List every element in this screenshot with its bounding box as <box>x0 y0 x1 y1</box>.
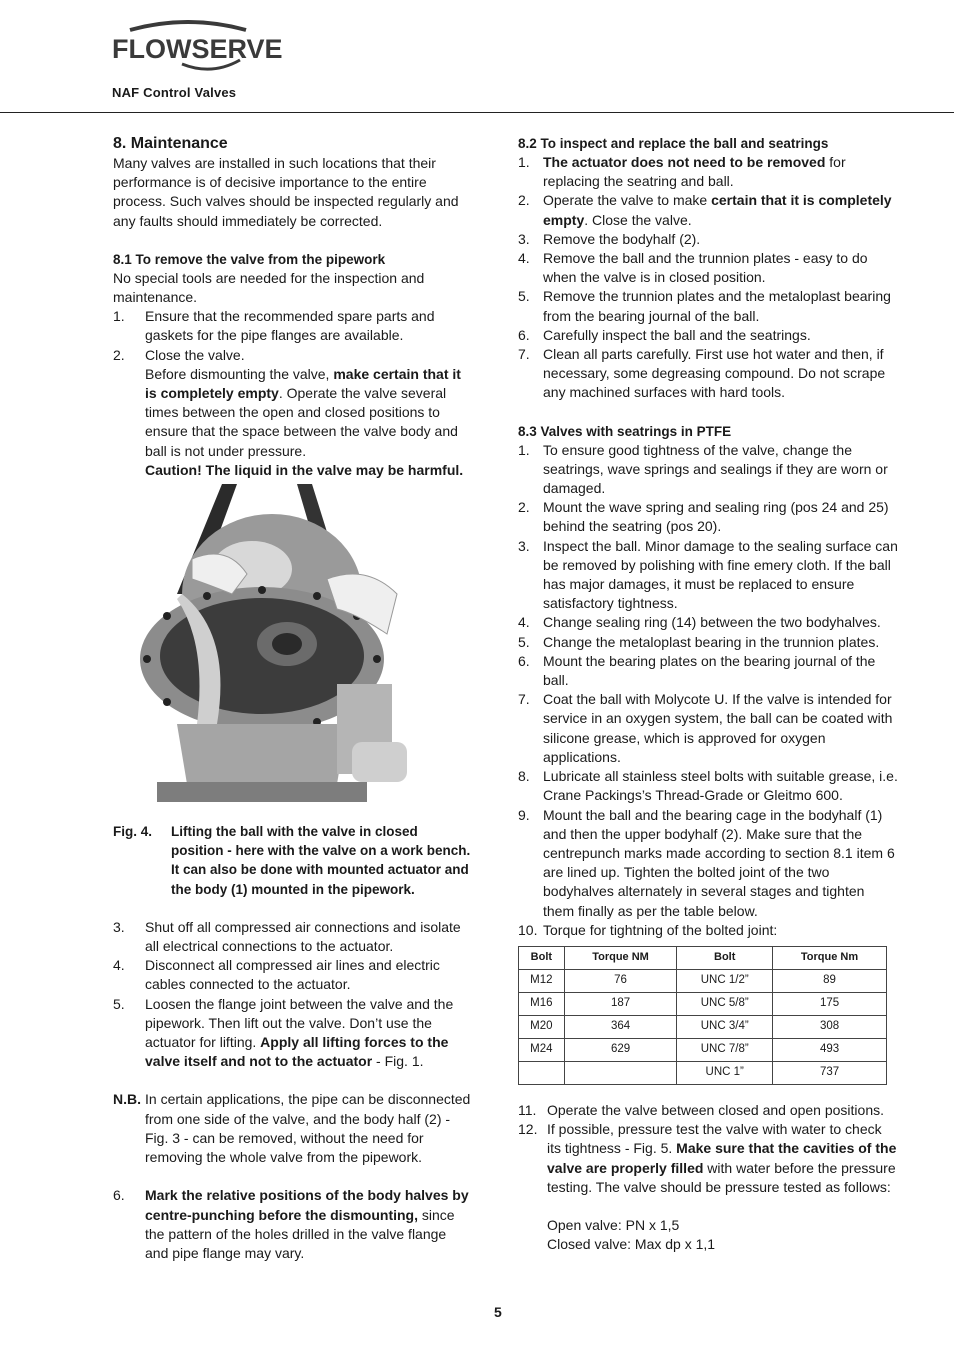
list-item: 7. Clean all parts carefully. First use hot water and then, if necessary, some degreasing compound. Do not scrape any machined surfaces with hard tools. <box>518 346 886 401</box>
table-cell: 629 <box>564 1038 677 1061</box>
column-header: Torque NM <box>564 946 677 969</box>
caution-text: Caution! The liquid in the valve may be harmful. <box>145 461 464 478</box>
table-row <box>519 1061 887 1084</box>
column-header: Bolt <box>677 946 773 969</box>
list-item: 11. Operate the valve between closed and open positions. <box>518 1101 885 1118</box>
table-cell: M16 <box>519 992 565 1015</box>
table-cell: 187 <box>564 992 677 1015</box>
list-item: 4. Change sealing ring (14) between the two bodyhalves. <box>518 614 881 631</box>
list-item: 5. Remove the trunnion plates and the metaloplast bearing from the bearing journal of the ball. <box>518 288 891 324</box>
section-8-1-intro: No special tools are needed for the inspection and maintenance. <box>113 269 425 306</box>
open-valve-test: Open valve: PN x 1,5 <box>547 1216 680 1233</box>
table-cell: 308 <box>773 1015 887 1038</box>
figure-caption: Fig. 4. Lifting the ball with the valve in closed position - here with the valve on a work bench. It can also be done with mounted actuator and the body (1) mounted in the pipework. <box>113 824 471 897</box>
list-item: 2. Operate the valve to make certain that it is completely empty. Close the valve. <box>518 192 892 228</box>
document-subtitle: NAF Control Valves <box>112 85 237 100</box>
table-cell <box>564 1061 677 1084</box>
list-item: 6. Mark the relative positions of the body halves by centre-punching before the dismounting, since the pattern of the holes drilled in the valve flange and pipe flange may vary. <box>113 1187 469 1261</box>
table-cell: 89 <box>773 969 887 992</box>
list-item: 6. Mount the bearing plates on the bearing journal of the ball. <box>518 652 876 689</box>
column-header: Bolt <box>519 946 565 969</box>
table-row <box>519 992 887 1015</box>
list-item: 3. Shut off all compressed air connections and isolate all electrical connections to the actuator. <box>113 918 461 955</box>
section-heading-maintenance: 8. Maintenance <box>113 135 228 152</box>
list-item: 2. Close the valve. Before dismounting the valve, make certain that it is completely empty. Operate the valve several times between the open and closed positions to ensure that the space between the valve body and ball is not under pressure. Caution! The liquid in the valve may be harmful. <box>113 346 464 478</box>
table-cell: UNC 3/4” <box>677 1015 773 1038</box>
table-row <box>519 1015 887 1038</box>
nb-note: N.B. In certain applications, the pipe can be disconnected from one side of the valve, and the body half (2) - Fig. 3 - can be removed, without the need for removing the whole valve from the pipework. <box>113 1091 471 1166</box>
section-8-3-list <box>518 441 898 940</box>
right-column <box>518 134 898 1254</box>
logo-text: FLOWSERVE <box>112 34 283 64</box>
list-item: 1. The actuator does not need to be removed for replacing the seatring and ball. <box>518 154 846 190</box>
list-item: 1. Ensure that the recommended spare parts and gaskets for the pipe flanges are available. <box>113 308 435 344</box>
list-item: 3. Inspect the ball. Minor damage to the sealing surface can be removed by polishing with fine emery cloth. If the ball has major damages, it must be replaced to ensure satisfactory tightness. <box>518 537 898 612</box>
maintenance-intro: Many valves are installed in such locations that their performance is of decisive importance to the entire process. Such valves should be inspected regularly and any faults should immediately be corrected. <box>113 155 459 229</box>
table-cell: 364 <box>564 1015 677 1038</box>
list-item: 10. Torque for tightning of the bolted joint: <box>518 921 778 938</box>
section-heading-8-2: 8.2 To inspect and replace the ball and seatrings <box>518 136 829 151</box>
list-item: 9. Mount the ball and the bearing cage in the bodyhalf (1) and then the upper bodyhalf (2). Make sure that the centrepunch marks made according to section 8.1 item 6 are lined up. Tighten the bolted joint of the two bodyhalves alternately in several stages and tighten them finally as per the table below. <box>518 806 895 919</box>
list-item: 2. Mount the wave spring and sealing ring (pos 24 and 25) behind the seatring (pos 20). <box>518 499 889 535</box>
section-heading-8-1: 8.1 To remove the valve from the pipework <box>113 251 386 267</box>
page-number: 5 <box>494 1304 502 1320</box>
section-heading-8-3: 8.3 Valves with seatrings in PTFE <box>518 423 732 439</box>
list-item: 6. Carefully inspect the ball and the seatrings. <box>518 326 811 343</box>
torque-table <box>518 946 887 1085</box>
list-item: 5. Change the metaloplast bearing in the trunnion plates. <box>518 633 880 650</box>
table-cell: UNC 1/2” <box>677 969 773 992</box>
table-cell: 737 <box>773 1061 887 1084</box>
section-8-2-list <box>518 153 898 403</box>
table-row <box>519 969 887 992</box>
valve-photo <box>137 484 407 802</box>
flowserve-logo <box>112 20 283 78</box>
list-item: 4. Disconnect all compressed air lines and electric cables connected to the actuator. <box>113 957 440 993</box>
list-item: 3. Remove the bodyhalf (2). <box>518 230 701 247</box>
header-divider <box>0 112 954 113</box>
list-item: 1. To ensure good tightness of the valve, change the seatrings, wave springs and sealings if they are worn or damaged. <box>518 441 888 497</box>
list-item: 12. If possible, pressure test the valve with water to check its tightness - Fig. 5. Make sure that the cavities of the valve are properly filled with water before the pressure testing. The valve should be pressure tested as follows: <box>518 1121 897 1195</box>
list-item: 7. Coat the ball with Molycote U. If the valve is intended for service in an oxygen system, the ball can be coated with silicone grease, which is approved for oxygen applications. <box>518 691 893 765</box>
table-cell: M24 <box>519 1038 565 1061</box>
list-item: 5. Loosen the flange joint between the valve and the pipework. Then lift out the valve. Don’t use the actuator for lifting. Apply all lifting forces to the valve itself and not to the actuator - Fig. 1. <box>113 995 454 1070</box>
table-cell: 76 <box>564 969 677 992</box>
table-cell: 493 <box>773 1038 887 1061</box>
closed-valve-test: Closed valve: Max dp x 1,1 <box>547 1236 716 1253</box>
table-cell: UNC 7/8” <box>677 1038 773 1061</box>
list-item: 4. Remove the ball and the trunnion plates - easy to do when the valve is in closed position. <box>518 250 868 286</box>
table-header-row <box>519 946 887 969</box>
table-row <box>519 1038 887 1061</box>
table-cell: M20 <box>519 1015 565 1038</box>
table-cell: UNC 1” <box>677 1061 773 1084</box>
valve-lifting-image <box>137 484 407 802</box>
table-cell <box>519 1061 565 1084</box>
column-header: Torque Nm <box>773 946 887 969</box>
list-item: 8. Lubricate all stainless steel bolts with suitable grease, i.e. Crane Packings’s Thread-Grade or Gleitmo 600. <box>518 768 898 804</box>
left-column <box>113 134 473 1263</box>
table-cell: M12 <box>519 969 565 992</box>
table-cell: UNC 5/8” <box>677 992 773 1015</box>
table-cell: 175 <box>773 992 887 1015</box>
